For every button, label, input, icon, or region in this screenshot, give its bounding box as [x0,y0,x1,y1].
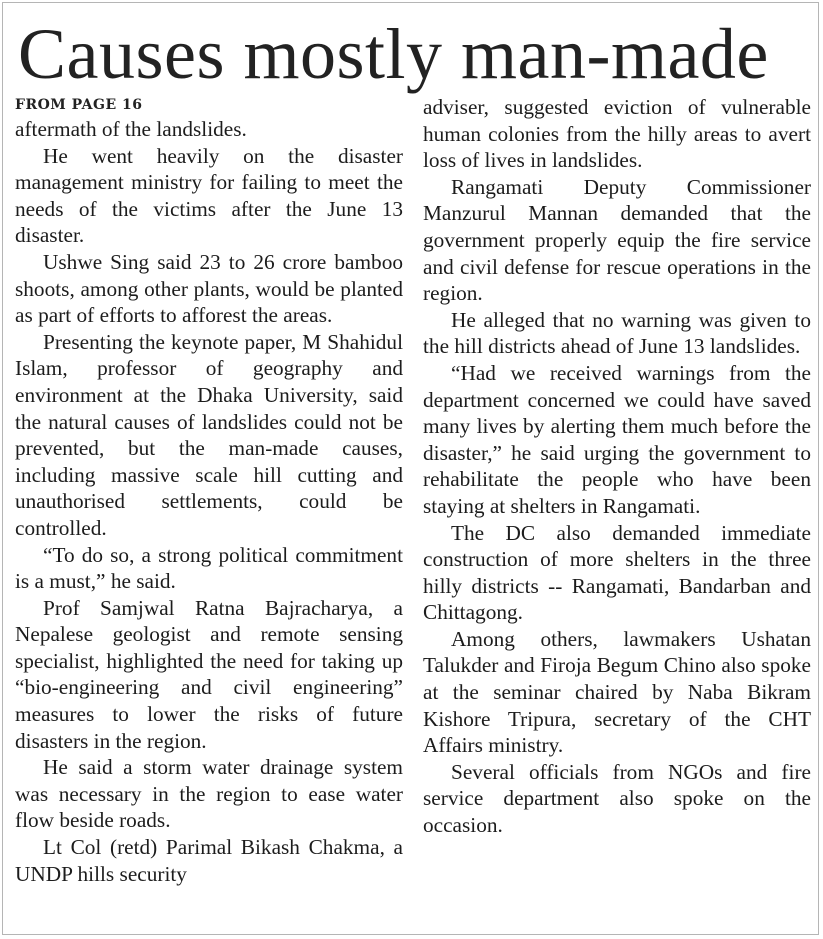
paragraph: “Had we received warnings from the department concerned we could have saved many lives by alerting them much before the disaster,” he said urging the government to rehabilitate the people who have been staying at shelters in Rangamati. [423,360,811,518]
left-column [15,94,403,887]
paragraph: Rangamati Deputy Commissioner Manzurul Mannan demanded that the government properly equip the fire service and civil defense for rescue operations in the region. [423,174,811,306]
headline: Causes mostly man-made [18,14,769,94]
paragraph: He alleged that no warning was given to the hill districts ahead of June 13 landslides. [423,307,811,359]
right-column [423,94,811,839]
paragraph: adviser, suggested eviction of vulnerable human colonies from the hilly areas to avert loss of lives in landslides. [423,95,811,173]
paragraph: Lt Col (retd) Parimal Bikash Chakma, a UNDP hills security [15,835,403,886]
paragraph: He went heavily on the disaster management ministry for failing to meet the needs of the victims after the June 13 disaster. [15,143,403,248]
paragraph: “To do so, a strong political commitment is a must,” he said. [15,542,403,594]
continued-from-label: FROM PAGE 16 [15,97,143,113]
paragraph: The DC also demanded immediate construction of more shelters in the three hilly districts -- Rangamati, Bandarban and Chittagong. [423,520,811,625]
paragraph: Several officials from NGOs and fire service department also spoke on the occasion. [423,759,811,838]
paragraph: Among others, lawmakers Ushatan Talukder and Firoja Begum Chino also spoke at the seminar chaired by Naba Bikram Kishore Tripura, secretary of the CHT Affairs ministry. [423,626,811,758]
paragraph: Prof Samjwal Ratna Bajracharya, a Nepalese geologist and remote sensing specialist, highlighted the need for taking up “bio-engineering and civil engineering” measures to lower the risks of future disasters in the region. [15,595,403,753]
paragraph: aftermath of the landslides. [15,117,247,141]
paragraph: Ushwe Sing said 23 to 26 crore bamboo shoots, among other plants, would be planted as part of efforts to afforest the areas. [15,249,403,328]
paragraph: Presenting the keynote paper, M Shahidul Islam, professor of geography and environment at the Dhaka University, said the natural causes of landslides could not be prevented, but the man-made causes, including massive scale hill cutting and unauthorised settlements, could be controlled. [15,329,403,540]
paragraph: He said a storm water drainage system was necessary in the region to ease water flow beside roads. [15,755,403,833]
